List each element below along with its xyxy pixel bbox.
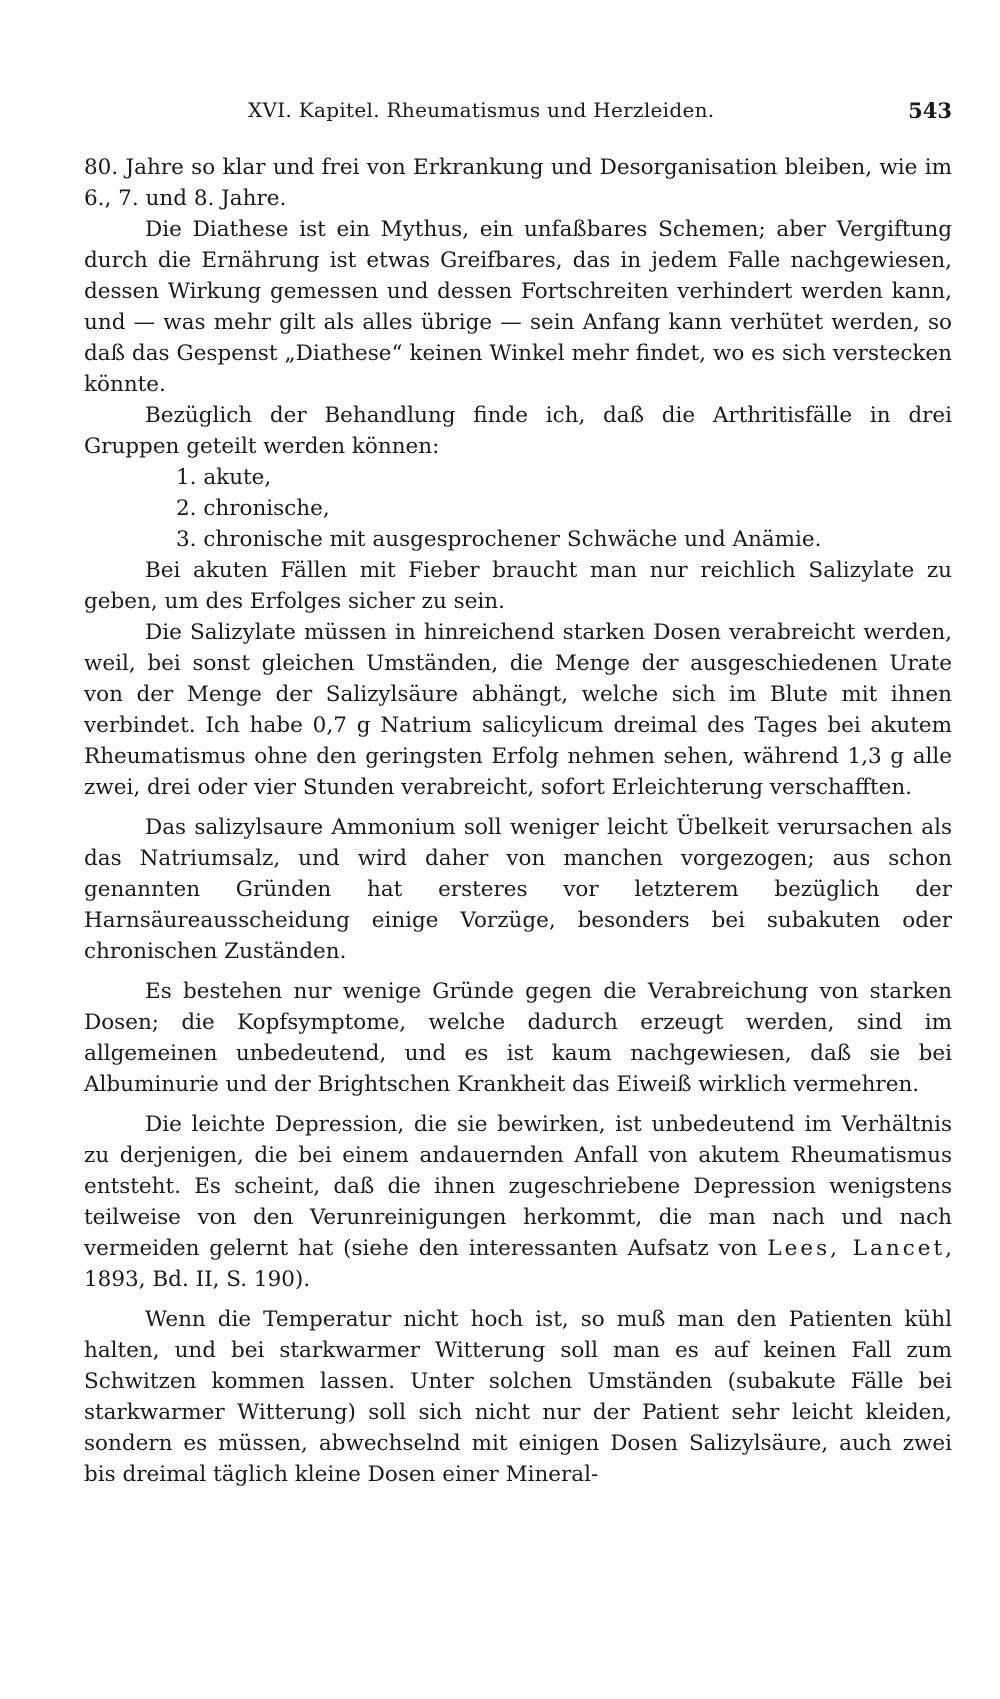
- paragraph: Das salizylsaure Ammonium soll weniger leicht Übelkeit verursachen als das Natriumsalz, und wird daher von manchen vorgezogen; aus schon genannten Gründen hat ersteres vor letzterem bezüglich der Harnsäureausscheidung einige Vorzüge, besonders bei subakuten oder chronischen Zuständen.: [84, 815, 952, 964]
- running-header: [84, 98, 952, 128]
- paragraph: [84, 1109, 952, 1295]
- paragraph: Bezüglich der Behandlung finde ich, daß die Arthritisfälle in drei Gruppen geteilt werden können:: [84, 403, 952, 459]
- paragraph: Es bestehen nur wenige Gründe gegen die Verabreichung von starken Dosen; die Kopfsymptome, welche dadurch erzeugt werden, sind im allgemeinen unbedeutend, und es ist kaum nachgewiesen, daß sie bei Albuminurie und der Brightschen Krankheit das Eiweiß wirklich vermehren.: [84, 979, 952, 1097]
- chapter-title: XVI. Kapitel. Rheumatismus und Herzleiden.: [248, 98, 715, 122]
- paragraph: Die Salizylate müssen in hinreichend starken Dosen verabreicht werden, weil, bei sonst gleichen Umständen, die Menge der ausgeschiedenen Urate von der Menge der Salizylsäure abhängt, welche sich im Blute mit ihnen verbindet. Ich habe 0,7 g Natrium salicylicum dreimal des Tages bei akutem Rheumatismus ohne den geringsten Erfolg nehmen sehen, während 1,3 g alle zwei, drei oder vier Stunden verabreicht, sofort Erleichterung verschafften.: [84, 620, 952, 800]
- paragraph: Die Diathese ist ein Mythus, ein unfaßbares Schemen; aber Vergiftung durch die Ernährung ist etwas Greifbares, das in jedem Falle nachgewiesen, dessen Wirkung gemessen und dessen Fortschreiten verhindert werden kann, und — was mehr gilt als alles übrige — sein Anfang kann verhütet werden, so daß das Gespenst „Diathese“ keinen Winkel mehr findet, wo es sich verstecken könnte.: [84, 217, 952, 397]
- paragraph: 80. Jahre so klar und frei von Erkrankung und Desorganisation bleiben, wie im 6., 7. und 8. Jahre.: [84, 155, 952, 211]
- paragraph-part: Die leichte Depression, die sie bewirken, ist unbedeutend im Verhältnis zu derjenigen, die bei einem andauernden Anfall von akutem Rheumatismus entsteht. Es scheint, daß die ihnen zugeschriebene Depression wenigstens teilweise von den Verunreinigungen herkommt, die man nach und nach vermeiden gelernt hat (siehe den interessanten Aufsatz von: [84, 1112, 952, 1261]
- body-text: [84, 152, 952, 1490]
- paragraph-part: , 1893, Bd. II, S. 190).: [84, 1236, 952, 1292]
- paragraph: Bei akuten Fällen mit Fieber braucht man nur reichlich Salizylate zu geben, um des Erfolges sicher zu sein.: [84, 558, 952, 614]
- list-item: 3. chronische mit ausgesprochener Schwäche und Anämie.: [176, 527, 822, 552]
- citation-name: Lees, Lancet: [767, 1236, 946, 1261]
- page-number: 543: [908, 98, 952, 123]
- paragraph: Wenn die Temperatur nicht hoch ist, so muß man den Patienten kühl halten, und bei starkwarmer Witterung soll man es auf keinen Fall zum Schwitzen kommen lassen. Unter solchen Umständen (subakute Fälle bei starkwarmer Witterung) soll sich nicht nur der Patient sehr leicht kleiden, sondern es müssen, abwechselnd mit einigen Dosen Salizylsäure, auch zwei bis dreimal täglich kleine Dosen einer Mineral-: [84, 1307, 952, 1487]
- group-list: [84, 462, 952, 555]
- list-item: 2. chronische,: [176, 496, 330, 521]
- list-item: 1. akute,: [176, 465, 272, 490]
